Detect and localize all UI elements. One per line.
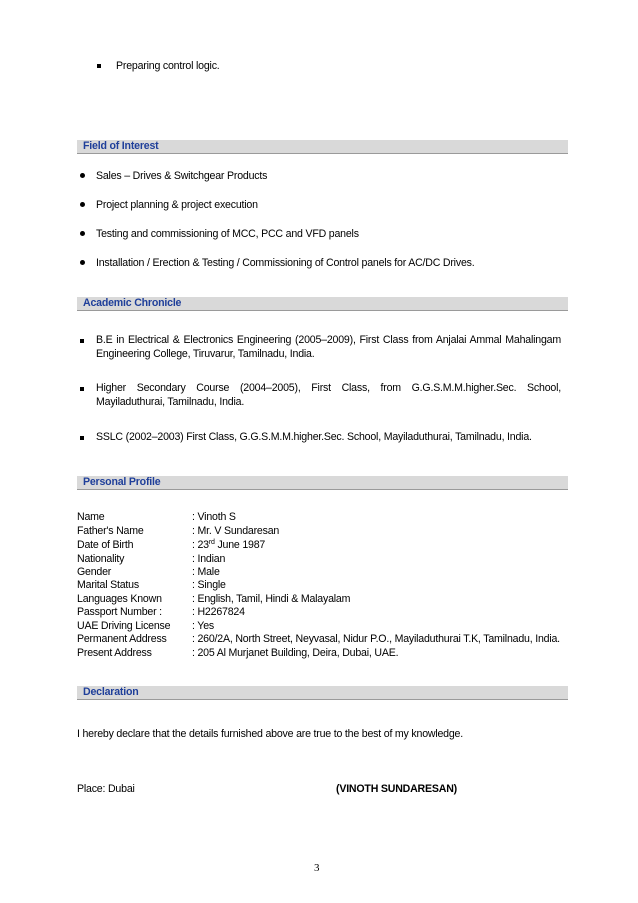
profile-label: Languages Known bbox=[77, 593, 162, 605]
dob-ordinal: rd bbox=[208, 539, 215, 546]
list-item: Project planning & project execution bbox=[96, 199, 258, 211]
profile-value: : Mr. V Sundaresan bbox=[192, 525, 280, 537]
profile-value: : H2267824 bbox=[192, 606, 245, 618]
profile-value bbox=[192, 538, 582, 552]
profile-label: Present Address bbox=[77, 647, 152, 659]
list-item: Preparing control logic. bbox=[116, 60, 220, 72]
list-item: Installation / Erection & Testing / Commissioning of Control panels for AC/DC Drives. bbox=[96, 257, 475, 269]
signature-name: (VINOTH SUNDARESAN) bbox=[336, 783, 457, 795]
square-bullet-icon bbox=[80, 387, 84, 391]
square-bullet-icon bbox=[80, 436, 84, 440]
list-item: B.E in Electrical & Electronics Engineering (2005–2009), First Class from Anjalai Ammal Mahalingam Engineering College, Tiruvarur, Tamilnadu, India. bbox=[96, 334, 561, 360]
section-header-personal-profile bbox=[77, 476, 568, 490]
profile-value: : Single bbox=[192, 579, 226, 591]
list-item: Higher Secondary Course (2004–2005), First Class, from G.G.S.M.M.higher.Sec. School, Mayiladuthurai, Tamilnadu, India. bbox=[96, 382, 561, 408]
page-number: 3 bbox=[314, 862, 320, 874]
profile-label: Gender bbox=[77, 566, 112, 578]
section-title: Academic Chronicle bbox=[83, 297, 182, 309]
profile-value: : Yes bbox=[192, 620, 214, 632]
square-bullet-icon bbox=[80, 339, 84, 343]
profile-value: : Male bbox=[192, 566, 220, 578]
section-title: Field of Interest bbox=[83, 140, 159, 152]
round-bullet-icon bbox=[80, 173, 85, 178]
section-title: Personal Profile bbox=[83, 476, 161, 488]
place: Place: Dubai bbox=[77, 783, 135, 795]
section-title: Declaration bbox=[83, 686, 139, 698]
profile-label: Nationality bbox=[77, 553, 125, 565]
profile-value: : 260/2A, North Street, Neyvasal, Nidur P.O., Mayiladuthurai T.K, Tamilnadu, India. bbox=[192, 633, 560, 645]
dob-day: : 23 bbox=[192, 539, 209, 551]
profile-label: Permanent Address bbox=[77, 633, 167, 645]
profile-label: UAE Driving License bbox=[77, 620, 171, 632]
profile-label: Date of Birth bbox=[77, 539, 134, 551]
round-bullet-icon bbox=[80, 260, 85, 265]
square-bullet-icon bbox=[97, 64, 101, 68]
profile-value: : Indian bbox=[192, 553, 226, 565]
section-header-declaration bbox=[77, 686, 568, 700]
list-item: SSLC (2002–2003) First Class, G.G.S.M.M.higher.Sec. School, Mayiladuthurai, Tamilnadu, India. bbox=[96, 431, 532, 443]
profile-value: : English, Tamil, Hindi & Malayalam bbox=[192, 593, 351, 605]
profile-label: Father's Name bbox=[77, 525, 144, 537]
dob-rest: June 1987 bbox=[214, 539, 266, 551]
profile-value: : Vinoth S bbox=[192, 511, 236, 523]
profile-label: Name bbox=[77, 511, 105, 523]
profile-label: Passport Number : bbox=[77, 606, 162, 618]
profile-value: : 205 Al Murjanet Building, Deira, Dubai, UAE. bbox=[192, 647, 399, 659]
round-bullet-icon bbox=[80, 231, 85, 236]
section-header-field-of-interest bbox=[77, 140, 568, 154]
list-item: Sales – Drives & Switchgear Products bbox=[96, 170, 268, 182]
list-item: Testing and commissioning of MCC, PCC and VFD panels bbox=[96, 228, 359, 240]
profile-label: Marital Status bbox=[77, 579, 139, 591]
round-bullet-icon bbox=[80, 202, 85, 207]
section-header-academic-chronicle bbox=[77, 297, 568, 311]
declaration-text: I hereby declare that the details furnished above are true to the best of my knowledge. bbox=[77, 728, 463, 740]
